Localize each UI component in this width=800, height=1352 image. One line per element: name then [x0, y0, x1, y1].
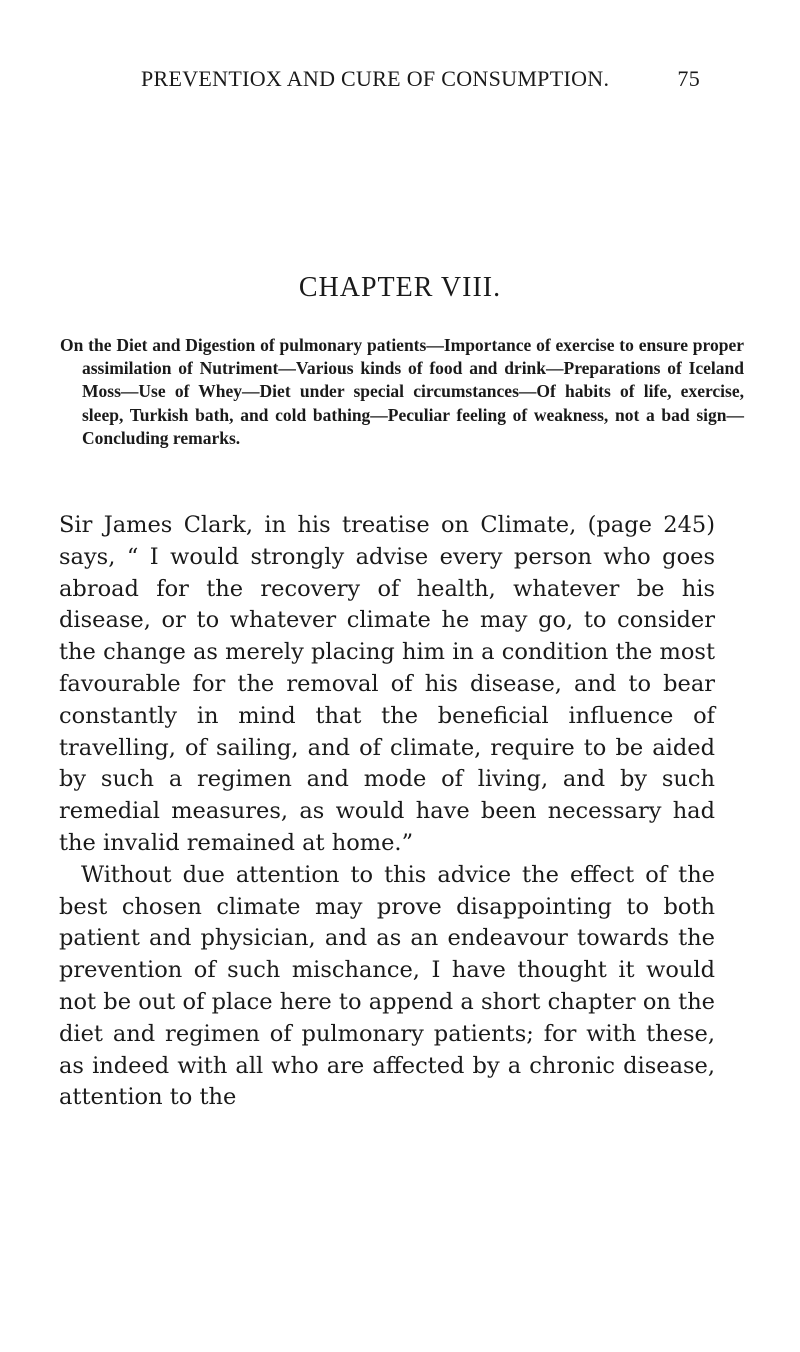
running-head-title: PREVENTIOX AND CURE OF CONSUMPTION.	[141, 66, 610, 91]
running-head	[141, 66, 700, 96]
chapter-synopsis: On the Diet and Digestion of pulmonary patients—Importance of exercise to ensure proper assimilation of Nutriment—Various kinds of food and drink—Preparations of Iceland Moss—Use of Whey—Diet under special circumstances—Of habits of life, exercise, sleep, Turkish bath, and cold bathing—Peculiar feeling of weakness, not a bad sign—Concluding remarks.	[60, 335, 744, 448]
body-text	[59, 510, 715, 1114]
paragraph-1: Sir James Clark, in his treatise on Climate, (page 245) says, “ I would strongly advise every person who goes abroad for the recovery of health, whatever be his disease, or to whatever climate he may go, to consider the change as merely placing him in a condition the most favourable for the removal of his disease, and to bear constantly in mind that the beneficial influence of travelling, of sailing, and of climate, require to be aided by such a regimen and mode of living, and by such remedial measures, as would have been necessary had the invalid remained at home.”	[59, 512, 715, 856]
page-number: 75	[677, 66, 700, 91]
chapter-heading: CHAPTER VIII.	[298, 272, 502, 303]
paragraph-2: Without due attention to this advice the effect of the best chosen climate may prove disappointing to both patient and physician, and as an endeavour towards the prevention of such mischance, I have thought it would not be out of place here to append a short chapter on the diet and regimen of pulmonary patients; for with these, as indeed with all who are affected by a chronic disease, attention to the	[59, 861, 715, 1111]
